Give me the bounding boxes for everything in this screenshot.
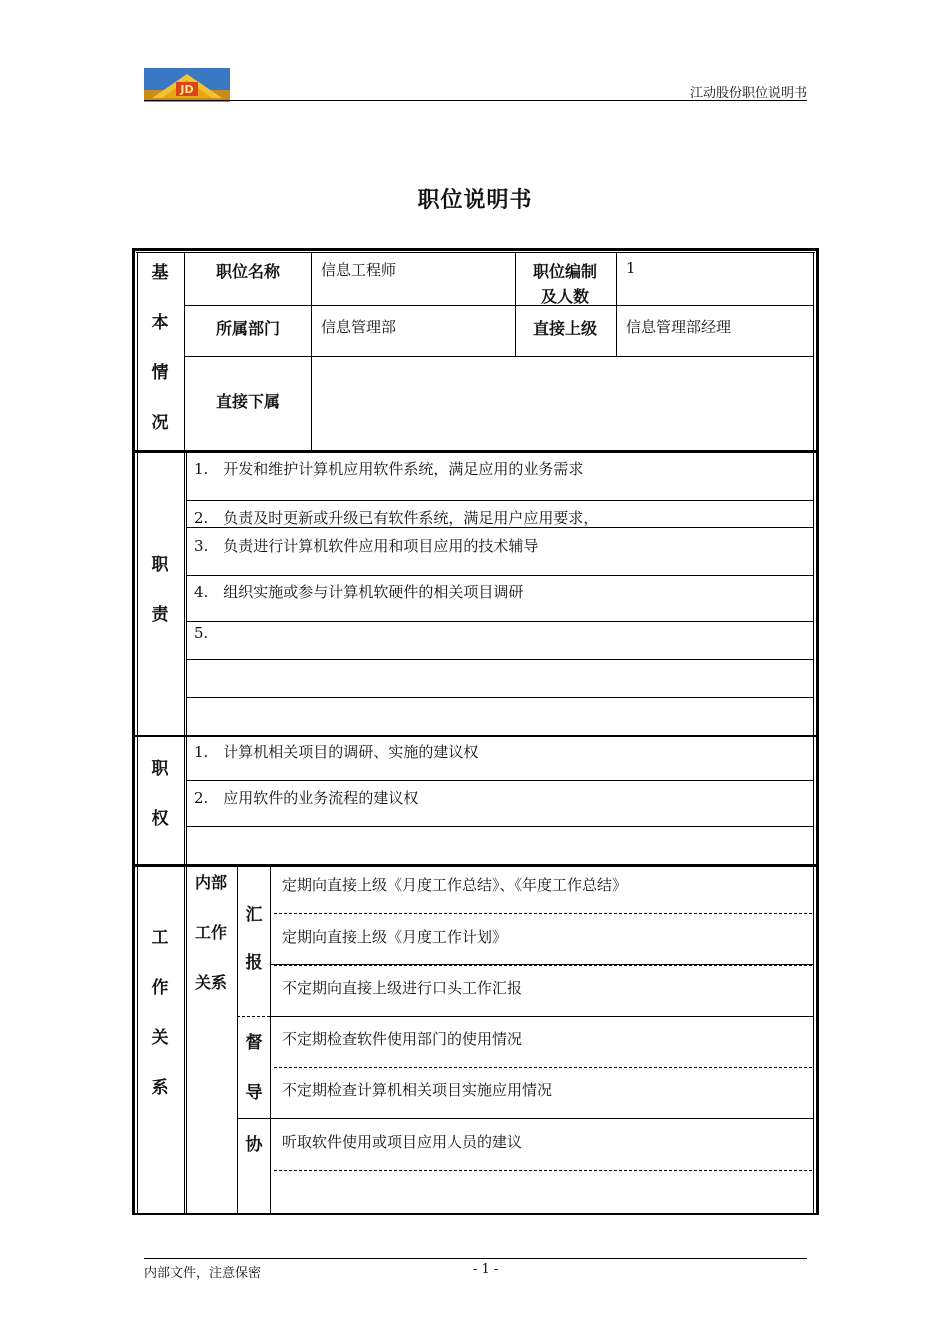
position-name-value: 信息工程师 [321, 261, 397, 279]
superior-label: 直接上级 [533, 319, 598, 338]
footer-rule [144, 1258, 807, 1259]
headcount-label: 职位编制 [533, 262, 598, 281]
position-name-label: 职位名称 [216, 262, 281, 281]
header-title: 江动股份职位说明书 [689, 86, 807, 101]
page-title: 职位说明书 [417, 188, 533, 213]
authority-section-label: 职 权 [151, 759, 169, 829]
page-number: - 1 - [473, 1262, 499, 1277]
company-logo [144, 68, 230, 102]
duty-item-2: 2. 负责及时更新或升级已有软件系统，满足用户应用要求， [194, 509, 599, 527]
supervise-item-1: 不定期检查软件使用部门的使用情况 [282, 1030, 523, 1048]
duty-item-3: 3. 负责进行计算机软件应用和项目应用的技术辅导 [194, 537, 539, 555]
relations-section-label: 工 作 关 系 [151, 928, 169, 1098]
footer-confidential: 内部文件，注意保密 [144, 1266, 262, 1281]
supervise-label: 督 导 [245, 1033, 263, 1103]
department-label: 所属部门 [216, 319, 281, 338]
coordinate-label: 协 [245, 1135, 263, 1155]
report-label: 汇 报 [245, 905, 263, 973]
superior-value: 信息管理部经理 [626, 318, 732, 336]
coordinate-item-1: 听取软件使用或项目应用人员的建议 [282, 1133, 523, 1151]
svg-text:JD: JD [180, 83, 194, 96]
duty-item-4: 4. 组织实施或参与计算机软硬件的相关项目调研 [194, 583, 524, 601]
subordinate-label: 直接下属 [216, 392, 281, 411]
report-item-1: 定期向直接上级《月度工作总结》、《年度工作总结》 [282, 876, 628, 894]
report-item-3: 不定期向直接上级进行口头工作汇报 [282, 979, 523, 997]
headcount-value: 1 [626, 259, 636, 277]
authority-item-2: 2. 应用软件的业务流程的建议权 [194, 789, 419, 807]
supervise-item-2: 不定期检查计算机相关项目实施应用情况 [282, 1081, 553, 1099]
duty-item-5: 5. [194, 624, 209, 642]
duties-section-label: 职 责 [151, 555, 169, 625]
department-value: 信息管理部 [321, 318, 397, 336]
internal-relations-label: 内部 工作 关系 [195, 873, 228, 992]
header-rule [144, 100, 807, 101]
duty-item-1: 1. 开发和维护计算机应用软件系统，满足应用的业务需求 [194, 460, 584, 478]
basic-info-section-label: 基 本 情 况 [151, 263, 169, 433]
report-item-2: 定期向直接上级《月度工作计划》 [282, 928, 508, 946]
headcount-label-2: 及人数 [541, 287, 590, 306]
authority-item-1: 1. 计算机相关项目的调研、实施的建议权 [194, 743, 479, 761]
